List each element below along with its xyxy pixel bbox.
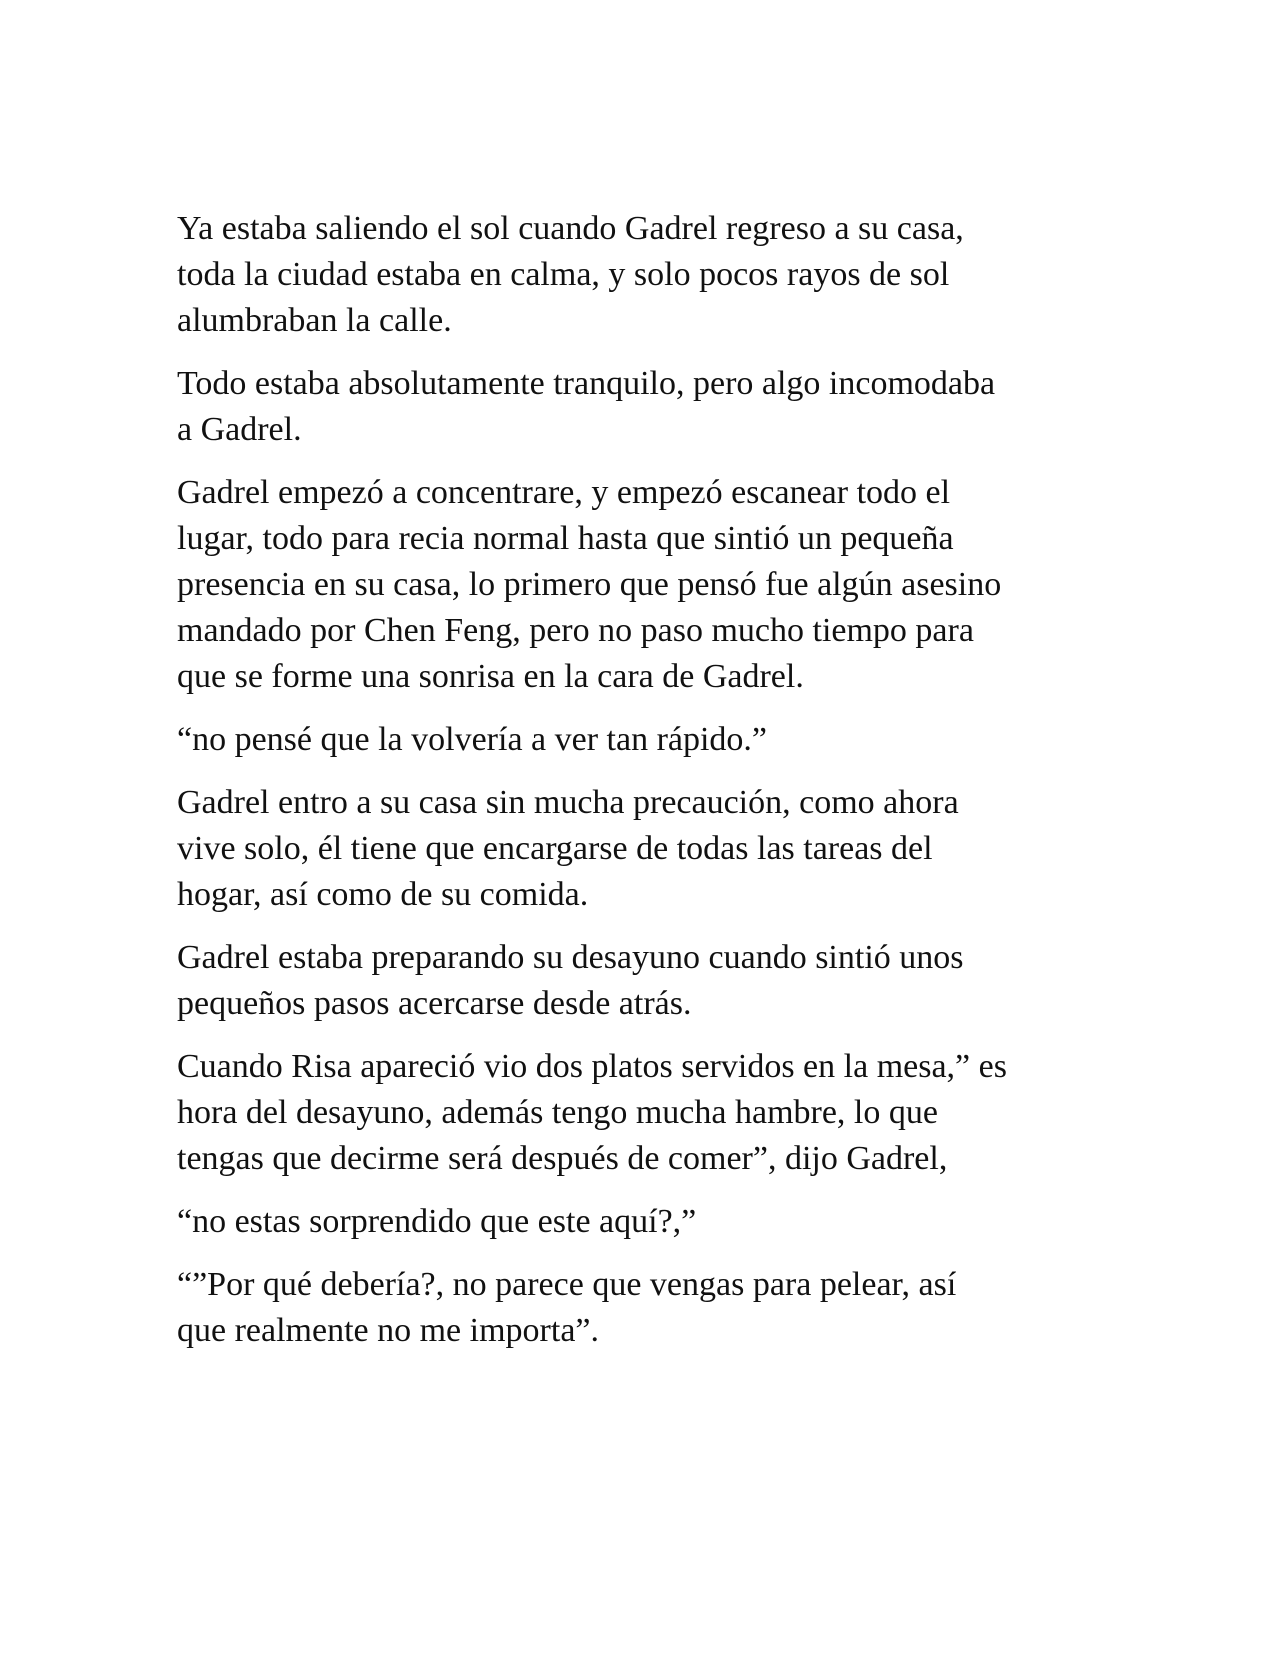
paragraph-6: Gadrel estaba preparando su desayuno cuando sintió unos pequeños pasos acercarse desde atrás.	[177, 939, 964, 1022]
paragraph-3: Gadrel empezó a concentrare, y empezó escanear todo el lugar, todo para recia normal hasta que sintió un pequeña presencia en su casa, lo primero que pensó fue algún asesino mandado por Chen Feng, pero no paso mucho tiempo para que se forme una sonrisa en la cara de Gadrel.	[177, 474, 1002, 695]
paragraph-1: Ya estaba saliendo el sol cuando Gadrel regreso a su casa, toda la ciudad estaba en calma, y solo pocos rayos de sol alumbraban la calle.	[177, 210, 964, 339]
paragraph-8: “no estas sorprendido que este aquí?,”	[177, 1203, 697, 1240]
paragraph-7: Cuando Risa apareció vio dos platos servidos en la mesa,” es hora del desayuno, además tengo mucha hambre, lo que tengas que decirme será después de comer”, dijo Gadrel,	[177, 1048, 1007, 1177]
paragraph-9: “”Por qué debería?, no parece que vengas para pelear, así que realmente no me importa”.	[177, 1266, 957, 1349]
paragraph-4: “no pensé que la volvería a ver tan rápido.”	[177, 721, 768, 758]
body-text	[177, 206, 1117, 1371]
paragraph-5: Gadrel entro a su casa sin mucha precaución, como ahora vive solo, él tiene que encargarse de todas las tareas del hogar, así como de su comida.	[177, 784, 959, 913]
paragraph-2: Todo estaba absolutamente tranquilo, pero algo incomodaba a Gadrel.	[177, 365, 996, 448]
